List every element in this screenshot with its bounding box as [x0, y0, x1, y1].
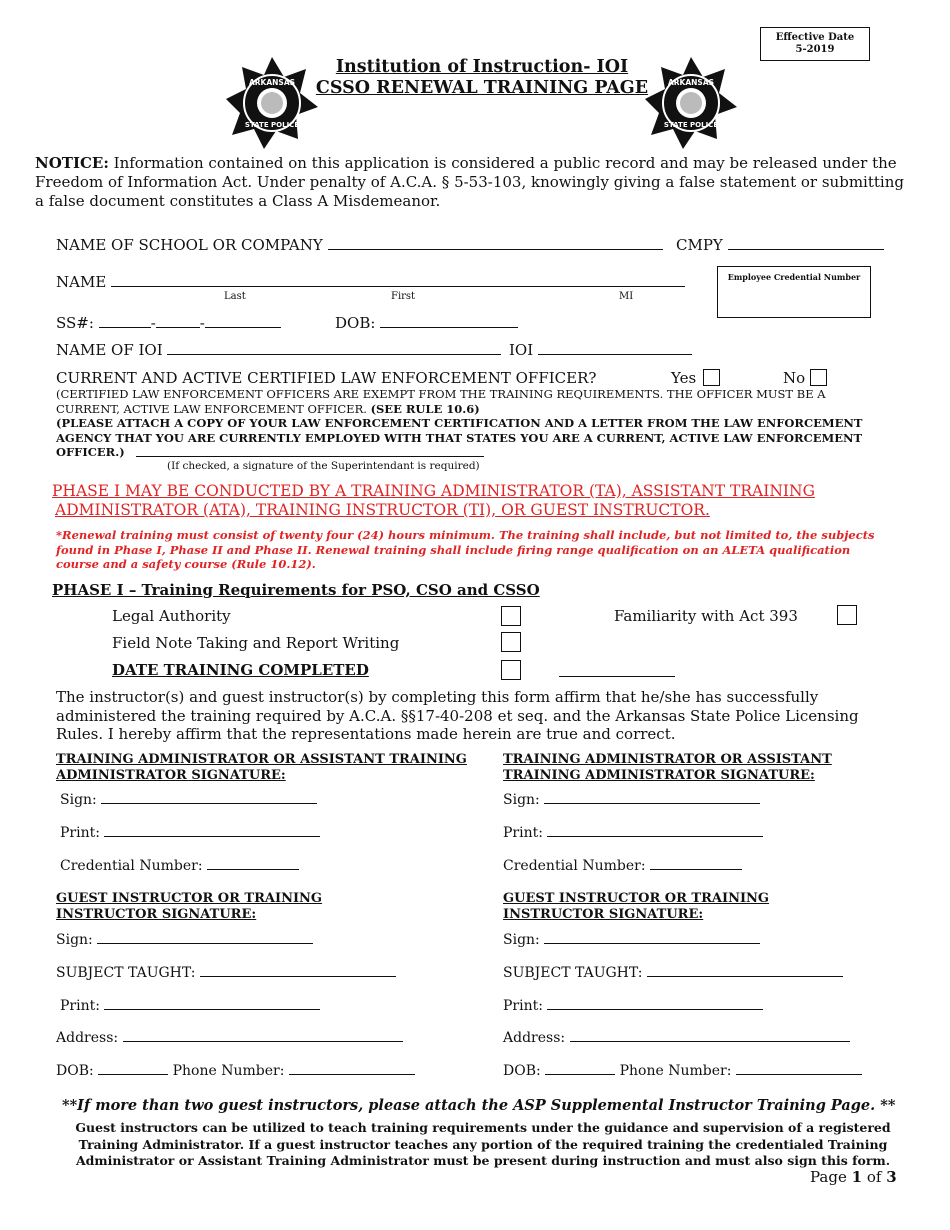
legal-authority-label: Legal Authority	[112, 607, 231, 625]
notice-paragraph	[35, 154, 915, 211]
gi-right-address-row	[503, 1030, 850, 1046]
page-word: Page	[810, 1168, 847, 1186]
employee-credential-label: Employee Credential Number	[727, 272, 861, 282]
gi-right-address-label: Address:	[503, 1030, 566, 1046]
gi-left-sign-row	[56, 932, 313, 948]
ta-right-print-input[interactable]	[547, 836, 763, 837]
guest-instructor-note: Guest instructors can be utilized to teach training requirements under the guidance and supervision of a registered Training Administrator. If a guest instructor teaches any portion of the required training the credentialed Training Administrator or Assistant Training Administrator must be present during instruction and must also sign this form.	[75, 1120, 891, 1168]
gi-left-dob-label: DOB:	[56, 1063, 94, 1079]
gi-left-phone-input[interactable]	[289, 1074, 415, 1075]
ta-heading-left-text: TRAINING ADMINISTRATOR OR ASSISTANT TRAINING ADMINISTRATOR SIGNATURE	[56, 752, 467, 783]
gi-left-address-row	[56, 1030, 403, 1046]
ta-right-sign-label: Sign:	[503, 792, 540, 808]
gi-heading-left-text: GUEST INSTRUCTOR OR TRAINING INSTRUCTOR SIGNATURE	[56, 891, 323, 922]
effective-date-box	[760, 27, 870, 61]
gi-heading-left-colon: :	[251, 907, 257, 922]
badge-left-bottom-text: STATE POLICE	[244, 121, 300, 129]
ss-part-2[interactable]	[156, 327, 200, 328]
badge-left-top-text: ARKANSAS	[248, 78, 296, 87]
date-completed-input[interactable]	[559, 676, 675, 677]
name-label: NAME	[56, 273, 107, 291]
gi-left-sign-label: Sign:	[56, 932, 93, 948]
ta-left-sign-label: Sign:	[60, 792, 97, 808]
name-input[interactable]	[111, 286, 685, 287]
effective-date-label: Effective Date	[775, 32, 855, 43]
gi-right-dob-input[interactable]	[545, 1074, 615, 1075]
gi-right-sign-input[interactable]	[544, 943, 760, 944]
gi-right-print-label: Print:	[503, 998, 543, 1014]
gi-left-print-row	[60, 998, 320, 1014]
gi-left-address-input[interactable]	[123, 1041, 403, 1042]
gi-left-address-label: Address:	[56, 1030, 119, 1046]
ta-left-credential-row	[60, 858, 299, 874]
gi-heading-right	[503, 891, 793, 923]
exempt-text: (CERTIFIED LAW ENFORCEMENT OFFICERS ARE EXEMPT FROM THE TRAINING REQUIREMENTS. THE OFFICER MUST BE A CURRENT, ACTIVE LAW ENFORCEMENT OFFICER.	[56, 387, 826, 416]
gi-right-subject-label: SUBJECT TAUGHT:	[503, 965, 643, 981]
cmpy-label: CMPY	[676, 236, 723, 254]
gi-heading-right-colon: :	[698, 907, 704, 922]
date-completed-label: DATE TRAINING COMPLETED	[112, 661, 369, 679]
gi-heading-right-text: GUEST INSTRUCTOR OR TRAINING INSTRUCTOR SIGNATURE	[503, 891, 770, 922]
ta-left-print-label: Print:	[60, 825, 100, 841]
ioi-name-row	[56, 341, 501, 359]
gi-left-dob-input[interactable]	[98, 1074, 168, 1075]
effective-date-value: 5-2019	[795, 44, 835, 55]
ta-heading-right-colon: :	[810, 768, 815, 783]
ioi-name-input[interactable]	[167, 354, 501, 355]
last-caption: Last	[224, 291, 246, 302]
gi-right-phone-input[interactable]	[736, 1074, 862, 1075]
yes-checkbox[interactable]	[703, 369, 720, 386]
cmpy-input[interactable]	[728, 249, 884, 250]
school-input[interactable]	[328, 249, 663, 250]
ta-right-credential-label: Credential Number:	[503, 858, 646, 874]
legal-authority-checkbox[interactable]	[501, 606, 521, 626]
no-label: No	[783, 369, 806, 387]
ta-heading-right	[503, 752, 843, 784]
yes-label: Yes	[671, 369, 697, 387]
ioi-label: IOI	[509, 341, 534, 359]
page-title	[300, 57, 664, 99]
ta-left-sign-row	[60, 792, 317, 808]
field-notes-checkbox[interactable]	[501, 632, 521, 652]
more-instructors-note: **If more than two guest instructors, please attach the ASP Supplemental Instructor Training Page. **	[62, 1097, 896, 1114]
ta-left-credential-input[interactable]	[207, 869, 299, 870]
gi-heading-left	[56, 891, 346, 923]
school-row	[56, 236, 663, 254]
ta-right-print-label: Print:	[503, 825, 543, 841]
ss-row: SS#: - -	[56, 314, 281, 332]
officer-attach-text: (PLEASE ATTACH A COPY OF YOUR LAW ENFORCEMENT CERTIFICATION AND A LETTER FROM THE LAW ENFORCEMENT AGENCY THAT YOU ARE CURRENTLY EMPLOYED WITH THAT STATES YOU ARE A CURRENT, ACTIVE LAW ENFORCEMENT OFFICER.)	[56, 416, 863, 459]
page-of: of	[866, 1168, 882, 1186]
gi-left-subject-label: SUBJECT TAUGHT:	[56, 965, 196, 981]
act393-label: Familiarity with Act 393	[614, 607, 798, 625]
phase-notice-line-2: ADMINISTRATOR (ATA), TRAINING INSTRUCTOR (TI), OR GUEST INSTRUCTOR.	[55, 501, 710, 519]
ss-part-3[interactable]	[205, 327, 281, 328]
page-number	[810, 1168, 897, 1186]
gi-right-subject-input[interactable]	[647, 976, 843, 977]
employee-credential-box[interactable]	[717, 266, 871, 318]
gi-left-subject-row	[56, 965, 396, 981]
ta-right-sign-row	[503, 792, 760, 808]
officer-exempt-text	[56, 387, 876, 417]
dob-label: DOB:	[335, 314, 376, 332]
gi-left-dob-row	[56, 1063, 415, 1079]
date-completed-checkbox[interactable]	[501, 660, 521, 680]
act393-checkbox[interactable]	[837, 605, 857, 625]
gi-left-print-label: Print:	[60, 998, 100, 1014]
gi-right-phone-label: Phone Number:	[619, 1063, 732, 1079]
gi-left-sign-input[interactable]	[97, 943, 313, 944]
ss-label: SS#:	[56, 314, 94, 332]
page-total: 3	[886, 1168, 897, 1186]
first-caption: First	[391, 291, 416, 302]
ta-heading-left-colon: :	[280, 768, 286, 783]
gi-right-address-input[interactable]	[570, 1041, 850, 1042]
phase1-title: PHASE I – Training Requirements for PSO, CSO and CSSO	[52, 581, 540, 599]
school-label: NAME OF SCHOOL OR COMPANY	[56, 236, 323, 254]
title-line-1: Institution of Instruction- IOI	[335, 57, 629, 77]
ta-left-print-input[interactable]	[104, 836, 320, 837]
mi-caption: MI	[619, 291, 634, 302]
gi-right-subject-row	[503, 965, 843, 981]
field-notes-label: Field Note Taking and Report Writing	[112, 634, 400, 652]
badge-right-top-text: ARKANSAS	[667, 78, 715, 87]
ta-right-print-row	[503, 825, 763, 841]
name-row	[56, 273, 685, 291]
cmpy-row	[676, 236, 884, 254]
notice-text: Information contained on this application is considered a public record and may be released under the Freedom of Information Act. Under penalty of A.C.A. § 5-53-103, knowingly giving a false statement or submitting a false document constitutes a Class A Misdemeanor.	[35, 154, 904, 210]
ta-left-sign-input[interactable]	[101, 803, 317, 804]
dob-row	[335, 314, 518, 332]
dob-input[interactable]	[380, 327, 518, 328]
ta-right-credential-input[interactable]	[650, 869, 742, 870]
no-checkbox[interactable]	[810, 369, 827, 386]
renewal-note: *Renewal training must consist of twenty four (24) hours minimum. The training shall include, but not limited to, the subjects found in Phase I, Phase II and Phase II. Renewal training shall include firing range qualification on an ALETA qualification course and a safety course (Rule 10.12).	[56, 528, 875, 571]
officer-question: CURRENT AND ACTIVE CERTIFIED LAW ENFORCEMENT OFFICER?	[56, 369, 597, 387]
gi-right-dob-label: DOB:	[503, 1063, 541, 1079]
gi-left-phone-label: Phone Number:	[172, 1063, 285, 1079]
see-rule-text: (SEE RULE 10.6)	[370, 402, 480, 416]
ta-right-credential-row	[503, 858, 742, 874]
ss-part-1[interactable]	[99, 327, 151, 328]
ta-heading-left	[56, 752, 476, 784]
superintendent-note: (If checked, a signature of the Superintendant is required)	[167, 460, 480, 472]
gi-left-subject-input[interactable]	[200, 976, 396, 977]
ta-right-sign-input[interactable]	[544, 803, 760, 804]
gi-left-print-input[interactable]	[104, 1009, 320, 1010]
ta-heading-right-text: TRAINING ADMINISTRATOR OR ASSISTANT TRAINING ADMINISTRATOR SIGNATURE	[503, 752, 832, 783]
gi-right-sign-label: Sign:	[503, 932, 540, 948]
title-line-2: CSSO RENEWAL TRAINING PAGE	[315, 78, 649, 98]
ioi-input[interactable]	[538, 354, 692, 355]
gi-right-dob-row	[503, 1063, 862, 1079]
gi-right-sign-row	[503, 932, 760, 948]
phase-notice-line-1: PHASE I MAY BE CONDUCTED BY A TRAINING ADMINISTRATOR (TA), ASSISTANT TRAINING	[52, 482, 815, 500]
ta-left-credential-label: Credential Number:	[60, 858, 203, 874]
page-current: 1	[851, 1168, 863, 1186]
affirm-paragraph: The instructor(s) and guest instructor(s) by completing this form affirm that he/she has successfully administered the training required by A.C.A. §§17-40-208 et seq. and the Arkansas State Police Licensing Rules. I hereby affirm that the representations made herein are true and correct.	[56, 688, 859, 743]
notice-label: NOTICE:	[35, 154, 109, 172]
gi-right-print-input[interactable]	[547, 1009, 763, 1010]
superintendent-signature-line[interactable]	[136, 456, 484, 457]
ioi-name-label: NAME OF IOI	[56, 341, 163, 359]
ta-left-print-row	[60, 825, 320, 841]
badge-right-bottom-text: STATE POLICE	[663, 121, 719, 129]
gi-right-print-row	[503, 998, 763, 1014]
ioi-row	[509, 341, 692, 359]
